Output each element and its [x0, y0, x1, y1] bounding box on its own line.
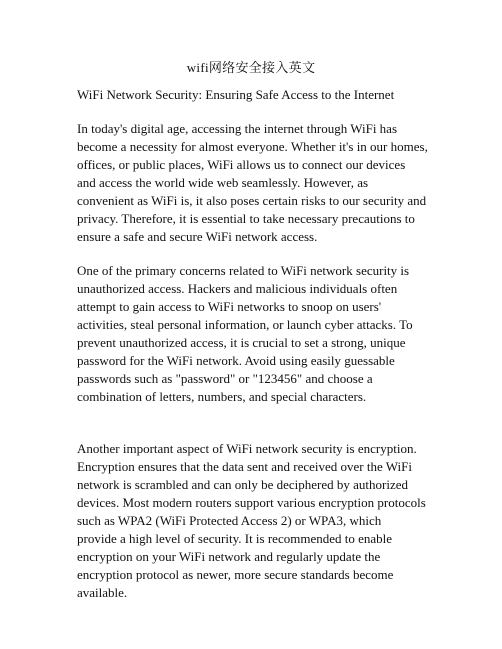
- paragraph-unauthorized-access: [77, 262, 413, 406]
- text-line: encryption on your WiFi network and regularly update the: [77, 549, 381, 564]
- document-title: wifi网络安全接入英文: [186, 60, 316, 75]
- text-line: convenient as WiFi is, it also poses certain risks to our security and: [77, 193, 427, 208]
- text-line: Another important aspect of WiFi network security is encryption.: [77, 441, 417, 456]
- text-line: and access the world wide web seamlessly. However, as: [77, 175, 369, 190]
- text-line: provide a high level of security. It is recommended to enable: [77, 531, 393, 546]
- document-subtitle: WiFi Network Security: Ensuring Safe Access to the Internet: [77, 87, 395, 102]
- text-line: available.: [77, 585, 128, 600]
- text-line: network is scrambled and can only be deciphered by authorized: [77, 477, 409, 492]
- text-line: become a necessity for almost everyone. Whether it's in our homes,: [77, 139, 428, 154]
- text-line: attempt to gain access to WiFi networks to snoop on users': [77, 299, 382, 314]
- text-line: passwords such as "password" or "123456" and choose a: [77, 371, 373, 386]
- text-line: activities, steal personal information, or launch cyber attacks. To: [77, 317, 413, 332]
- text-line: unauthorized access. Hackers and malicious individuals often: [77, 281, 398, 296]
- text-line: such as WPA2 (WiFi Protected Access 2) or WPA3, which: [77, 513, 382, 528]
- text-line: One of the primary concerns related to WiFi network security is: [77, 263, 410, 278]
- text-line: Encryption ensures that the data sent and received over the WiFi: [77, 459, 412, 474]
- text-line: ensure a safe and secure WiFi network access.: [77, 229, 318, 244]
- text-line: prevent unauthorized access, it is crucial to set a strong, unique: [77, 335, 406, 350]
- text-line: In today's digital age, accessing the internet through WiFi has: [77, 121, 398, 136]
- paragraph-intro: [77, 120, 428, 246]
- text-line: privacy. Therefore, it is essential to take necessary precautions to: [77, 211, 415, 226]
- paragraph-encryption: [77, 440, 426, 602]
- text-line: encryption protocol as newer, more secure standards become: [77, 567, 394, 582]
- text-line: devices. Most modern routers support various encryption protocols: [77, 495, 426, 510]
- text-line: offices, or public places, WiFi allows us to connect our devices: [77, 157, 406, 172]
- text-line: combination of letters, numbers, and special characters.: [77, 389, 367, 404]
- text-line: password for the WiFi network. Avoid using easily guessable: [77, 353, 395, 368]
